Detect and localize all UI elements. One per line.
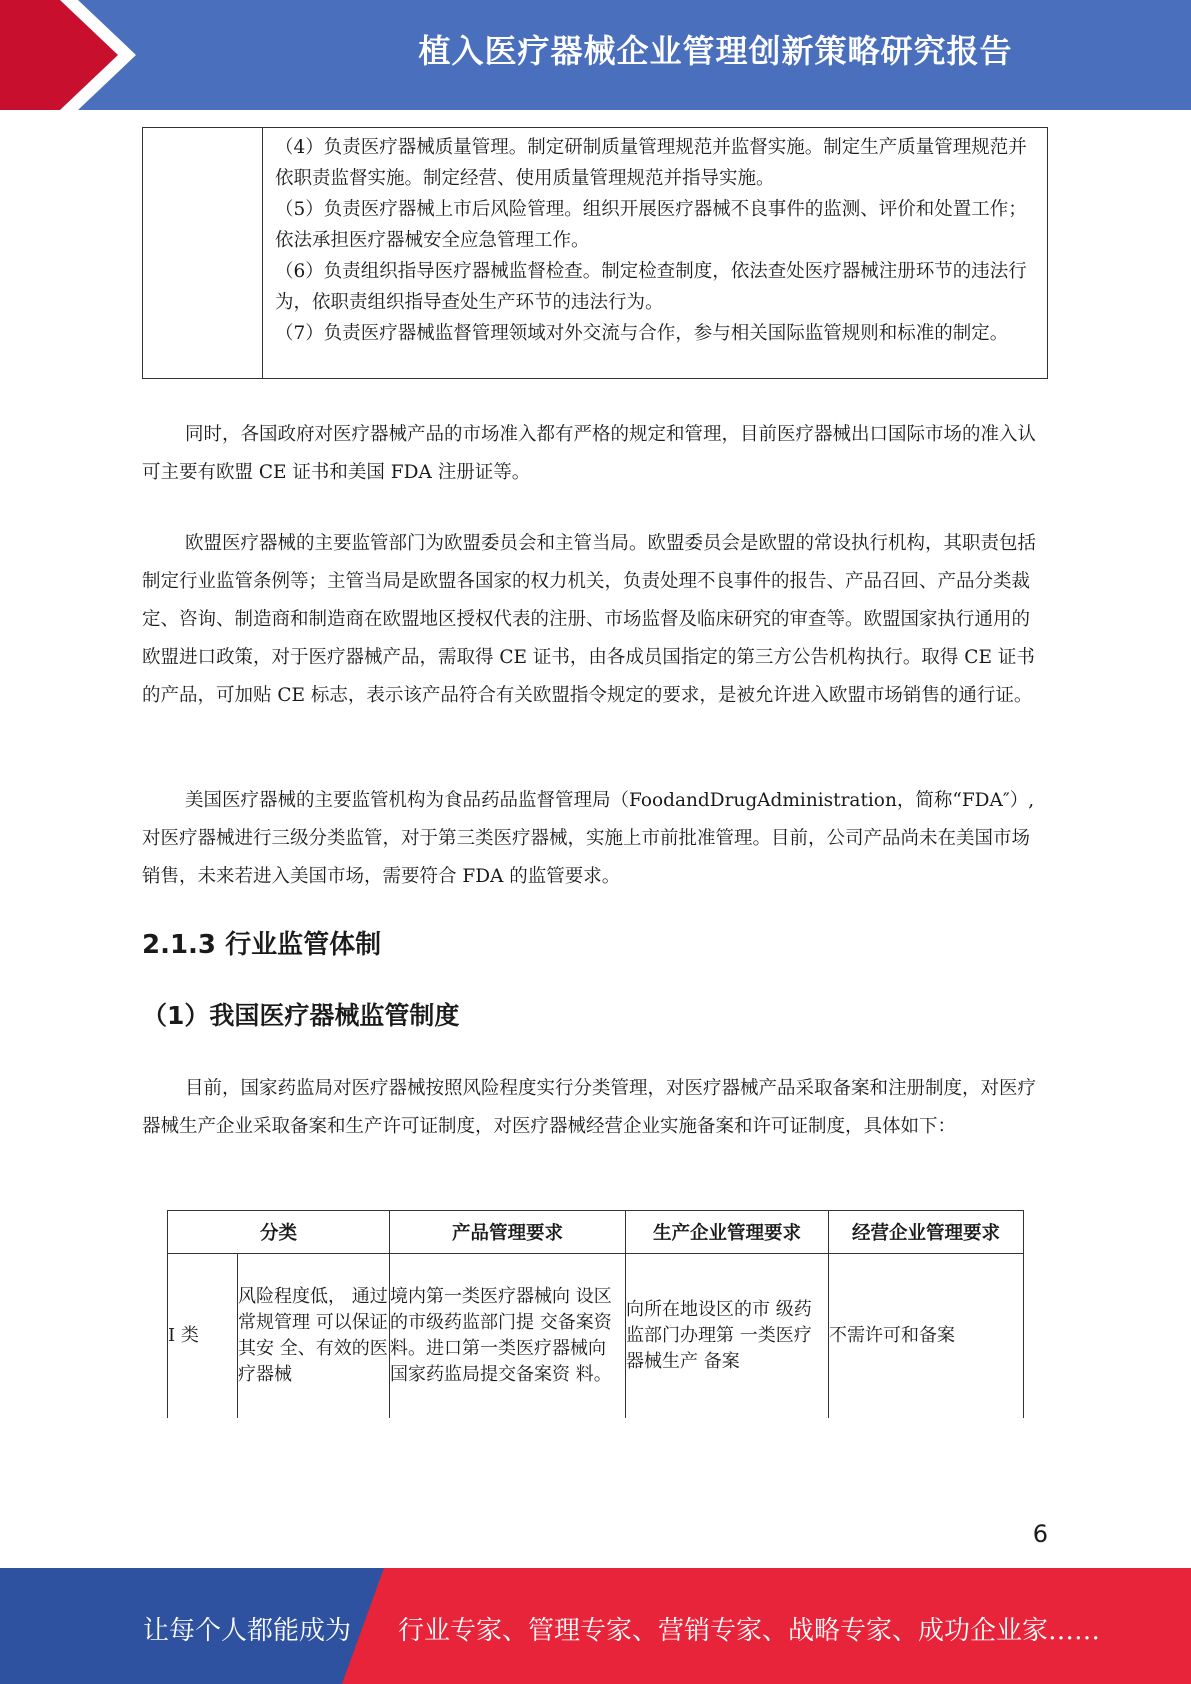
- table-row: [168, 1254, 1024, 1419]
- section-heading: 2.1.3 行业监管体制: [142, 930, 382, 960]
- paragraph-us-fda: 美国医疗器械的主要监管机构为食品药品监督管理局（FoodandDrugAdministration，简称“FDA″）,对医疗器械进行三级分类监管，对于第三类医疗器械，实施上市前批准管理。目前，公司产品尚未在美国市场销售，未来若进入美国市场，需要符合 FDA 的监管要求。: [142, 790, 1035, 887]
- duty-item-4: （4）负责医疗器械质量管理。制定研制质量管理规范并监督实施。制定生产质量管理规范并依职责监督实施。制定经营、使用质量管理规范并指导实施。: [275, 137, 1027, 189]
- report-title: 植入医疗器械企业管理创新策略研究报告: [418, 32, 1013, 70]
- duty-item-7: （7）负责医疗器械监督管理领域对外交流与合作，参与相关国际监管规则和标准的制定。: [275, 323, 1009, 344]
- header-producer-requirements: 生产企业管理要求: [626, 1211, 829, 1254]
- cell-risk: 风险程度低， 通过常规管理 可以保证其安 全、有效的医 疗器械: [238, 1254, 390, 1419]
- page-header: [0, 0, 1191, 110]
- footer-slogan-right: 行业专家、管理专家、营销专家、战略专家、成功企业家……: [398, 1616, 1101, 1646]
- cell-producer: 向所在地设区的市 级药监部门办理第 一类医疗器械生产 备案: [626, 1254, 829, 1419]
- cell-product: 境内第一类医疗器械向 设区的市级药监部门提 交备案资料。进口第一类医疗器械向 国家药监局提交备案资 料。: [390, 1254, 626, 1419]
- header-seller-requirements: 经营企业管理要求: [829, 1211, 1024, 1254]
- footer-slogan-left: 让每个人都能成为: [143, 1616, 352, 1646]
- responsibilities-table: [142, 127, 1048, 379]
- table-label-cell: [143, 128, 263, 379]
- duty-item-6: （6）负责组织指导医疗器械监督检查。制定检查制度，依法查处医疗器械注册环节的违法行为，依职责组织指导查处生产环节的违法行为。: [275, 261, 1027, 313]
- paragraph-eu-regulation: 欧盟医疗器械的主要监管部门为欧盟委员会和主管当局。欧盟委员会是欧盟的常设执行机构，其职责包括制定行业监管条例等；主管当局是欧盟各国家的权力机关，负责处理不良事件的报告、产品召回、产品分类裁定、咨询、制造商和制造商在欧盟地区授权代表的注册、市场监督及临床研究的审查等。欧盟国家执行通用的欧盟进口政策，对于医疗器械产品，需取得 CE 证书，由各成员国指定的第三方公告机构执行。取得 CE 证书的产品，可加贴 CE 标志，表示该产品符合有关欧盟指令规定的要求，是被允许进入欧盟市场销售的通行证。: [142, 533, 1037, 706]
- cell-class: I 类: [168, 1254, 238, 1419]
- paragraph-china-regulation: 目前，国家药监局对医疗器械按照风险程度实行分类管理，对医疗器械产品采取备案和注册制度，对医疗器械生产企业采取备案和生产许可证制度，对医疗器械经营企业实施备案和许可证制度，具体如下：: [142, 1078, 1037, 1137]
- header-product-requirements: 产品管理要求: [390, 1211, 626, 1254]
- table-content-cell: [263, 128, 1048, 379]
- header-classification: 分类: [168, 1211, 390, 1254]
- page-number: 6: [1032, 1520, 1048, 1548]
- duty-item-5: （5）负责医疗器械上市后风险管理。组织开展医疗器械不良事件的监测、评价和处置工作；依法承担医疗器械安全应急管理工作。: [275, 199, 1027, 251]
- paragraph-market-access: 同时，各国政府对医疗器械产品的市场准入都有严格的规定和管理，目前医疗器械出口国际市场的准入认可主要有欧盟 CE 证书和美国 FDA 注册证等。: [142, 424, 1037, 483]
- page-footer: [0, 1568, 1191, 1684]
- table-header-row: [168, 1211, 1024, 1254]
- cell-seller: 不需许可和备案: [829, 1254, 1024, 1419]
- subsection-heading: （1）我国医疗器械监管制度: [142, 1001, 460, 1030]
- classification-table: [167, 1210, 1024, 1418]
